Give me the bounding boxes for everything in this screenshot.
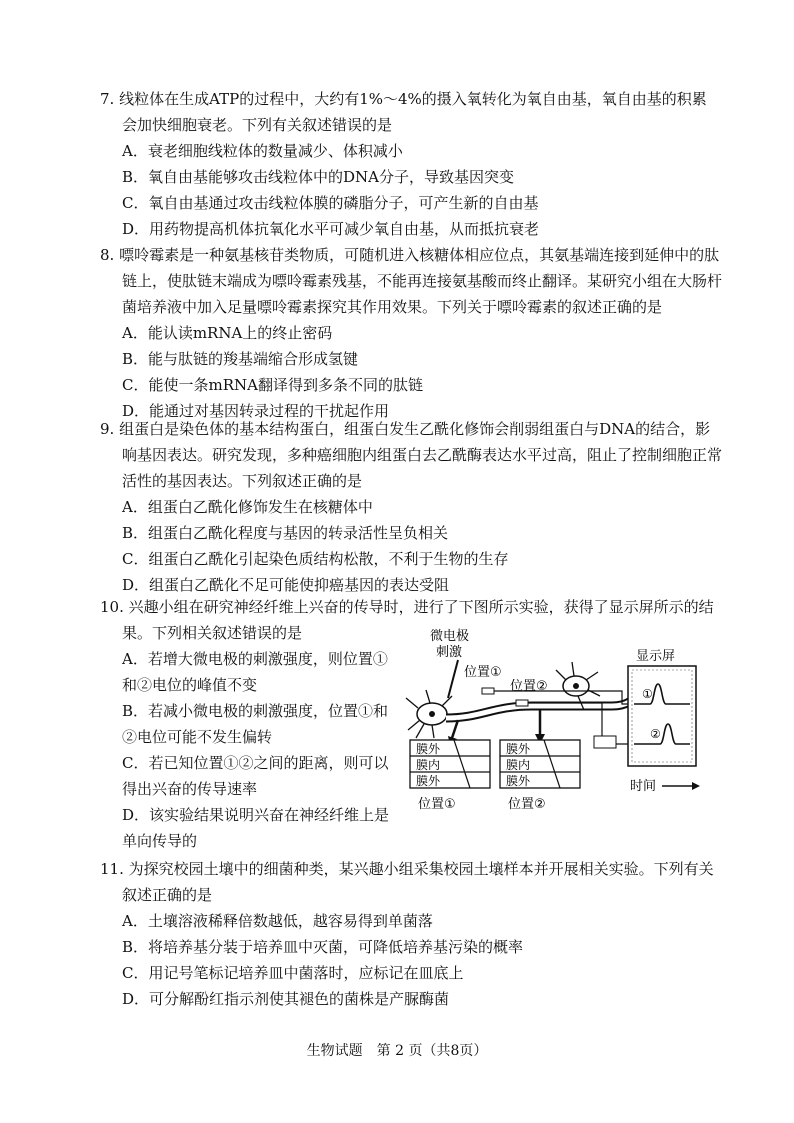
question-8-stem-line-1: 8. 嘌呤霉素是一种氨基核苷类物质，可随机进入核糖体相应位点，其氨基端连接到延伸中的肽: [100, 242, 722, 268]
electrode-label: 微电极: [430, 629, 470, 644]
position-1-caption: 位置①: [418, 797, 456, 812]
option-d: D．该实验结果说明兴奋在神经纤维上是单向传导的: [122, 806, 390, 850]
question-10-stem-line-1: 10. 兴趣小组在研究神经纤维上兴奋的传导时，进行了下图所示实验，获得了显示屏所示的结: [100, 594, 714, 620]
trace-1-label: ①: [642, 687, 653, 701]
position-2-caption: 位置②: [508, 797, 546, 812]
option-c: C．用记号笔标记培养皿中菌落时，应标记在皿底上: [122, 964, 464, 982]
option-c: C．若已知位置①②之间的距离，则可以得出兴奋的传导速率: [122, 754, 389, 798]
question-10-stem-line-2: 果。下列相关叙述错误的是: [122, 624, 303, 642]
trace-2-label: ②: [650, 727, 661, 741]
question-9-stem-line-1: 9. 组蛋白是染色体的基本结构蛋白，组蛋白发生乙酰化修饰会削弱组蛋白与DNA的结合，影: [100, 416, 722, 442]
recording-electrode-2: [516, 700, 528, 706]
time-axis-label: 时间: [630, 779, 657, 794]
question-7-stem-line-1: 7. 线粒体在生成ATP的过程中，大约有1%～4%的摄入氧转化为氧自由基，氧自由基的积累: [100, 86, 707, 112]
option-a: A．土壤溶液稀释倍数越低，越容易得到单菌落: [122, 912, 433, 930]
option-b: B．将培养基分装于培养皿中灭菌，可降低培养基污染的概率: [122, 938, 524, 956]
membrane-outer-label: 膜外: [416, 742, 441, 756]
membrane-diagram-1: [410, 740, 490, 788]
recording-electrode-1: [482, 688, 494, 694]
question-7: [100, 86, 707, 242]
membrane-outer-label: 膜外: [506, 742, 531, 756]
question-number: 10.: [100, 598, 124, 616]
option-d: D．用药物提高机体抗氧化水平可减少氧自由基，从而抵抗衰老: [122, 220, 540, 238]
stimulus-label: 刺激: [436, 645, 463, 660]
option-d: D．组蛋白乙酰化不足可能使抑癌基因的表达受阻: [122, 576, 450, 594]
question-11-stem-line-2: 叙述正确的是: [122, 886, 213, 904]
question-9-stem-line-2: 响基因表达。研究发现，多种癌细胞内组蛋白去乙酰酶表达水平过高，阻止了控制细胞正常: [122, 446, 723, 464]
option-b: B．若减小微电极的刺激强度，位置①和②电位可能不发生偏转: [122, 702, 389, 746]
option-a: A．能认读mRNA上的终止密码: [122, 324, 333, 342]
question-8: [100, 242, 722, 424]
option-b: B．能与肽链的羧基端缩合形成氢键: [122, 350, 359, 368]
membrane-outer-label: 膜外: [416, 774, 441, 788]
membrane-outer-label: 膜外: [506, 774, 531, 788]
question-8-stem-line-3: 菌培养液中加入足量嘌呤霉素探究其作用效果。下列关于嘌呤霉素的叙述正确的是: [122, 298, 663, 316]
question-number: 11.: [100, 860, 124, 878]
membrane-inner-label: 膜内: [416, 758, 441, 772]
position-2-label: 位置②: [510, 679, 548, 694]
question-9: [100, 416, 722, 598]
option-a: A．衰老细胞线粒体的数量减少、体积减小: [122, 142, 403, 160]
nerve-fiber-experiment-figure: [402, 626, 702, 826]
question-11: [100, 856, 714, 1012]
option-b: B．组蛋白乙酰化程度与基因的转录活性呈负相关: [122, 524, 449, 542]
question-number: 8.: [100, 246, 115, 264]
display-screen: [628, 649, 696, 766]
option-d: D．能通过对基因转录过程的干扰起作用: [122, 402, 390, 420]
question-7-stem-line-2: 会加快细胞衰老。下列有关叙述错误的是: [122, 116, 393, 134]
option-c: C．能使一条mRNA翻译得到多条不同的肽链: [122, 376, 423, 394]
screen-label: 显示屏: [636, 649, 676, 664]
microelectrode: [448, 660, 458, 698]
left-neuron: [406, 690, 452, 738]
question-number: 9.: [100, 420, 115, 438]
option-c: C．氧自由基通过攻击线粒体膜的磷脂分子，可产生新的自由基: [122, 194, 539, 212]
option-c: C．组蛋白乙酰化引起染色质结构松散，不利于生物的生存: [122, 550, 509, 568]
option-b: B．氧自由基能够攻击线粒体中的DNA分子，导致基因突变: [122, 168, 515, 186]
option-a: A．组蛋白乙酰化修饰发生在核糖体中: [122, 498, 373, 516]
page-footer: 生物试题 第 2 页（共8页）: [306, 1043, 488, 1059]
question-number: 7.: [100, 90, 115, 108]
option-a: A．若增大微电极的刺激强度，则位置①和②电位的峰值不变: [122, 650, 388, 694]
membrane-inner-label: 膜内: [506, 758, 531, 772]
option-d: D．可分解酚红指示剂使其褪色的菌株是产脲酶菌: [122, 990, 450, 1008]
question-8-stem-line-2: 链上，使肽链末端成为嘌呤霉素残基，不能再连接氨基酸而终止翻译。某研究小组在大肠杆: [122, 272, 723, 290]
position-1-label: 位置①: [464, 665, 502, 680]
question-9-stem-line-3: 活性的基因表达。下列叙述正确的是: [122, 472, 363, 490]
amplifier-box: [594, 736, 616, 748]
membrane-diagram-2: [500, 740, 580, 788]
question-11-stem-line-1: 11. 为探究校园土壤中的细菌种类，某兴趣小组采集校园土壤样本并开展相关实验。下列有关: [100, 856, 714, 882]
